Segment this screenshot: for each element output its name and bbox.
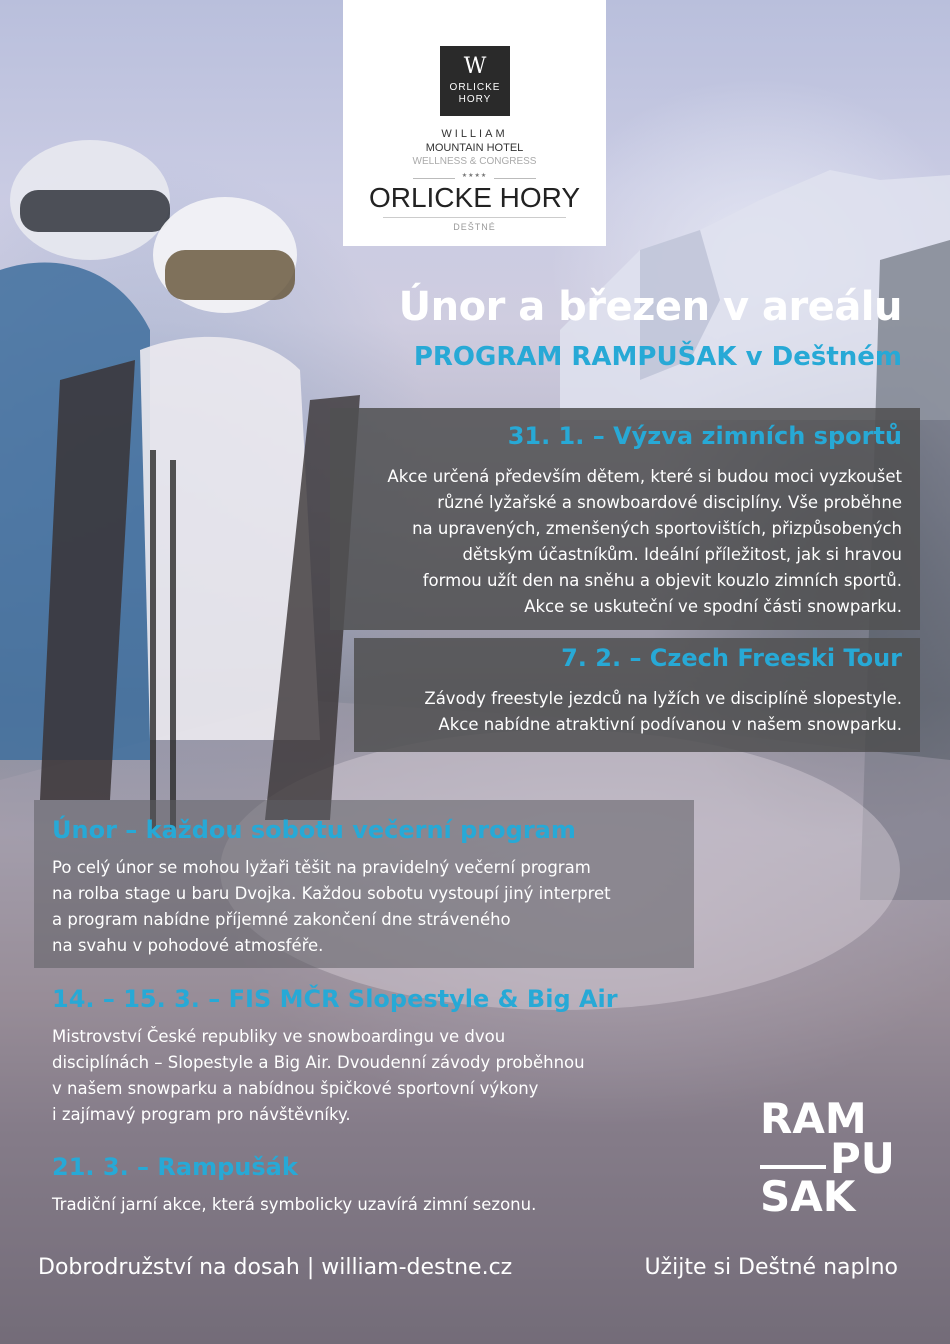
event-description bbox=[52, 1024, 585, 1128]
logo-line3: WELLNESS & CONGRESS bbox=[412, 156, 537, 167]
logo-monogram: W bbox=[463, 54, 487, 79]
footer-slogan: Užijte si Deštné naplno bbox=[644, 1255, 898, 1280]
logo-square-line2: HORY bbox=[458, 94, 492, 105]
event-line: dětským účastníkům. Ideální příležitost, jak si hravou bbox=[462, 545, 902, 564]
event-line: na rolba stage u baru Dvojka. Každou sobotu vystoupí jiný interpret bbox=[52, 884, 611, 903]
rampusak-logo-line3: SAK bbox=[760, 1172, 856, 1221]
event-line: na svahu v pohodové atmosféře. bbox=[52, 936, 324, 955]
event-line: Akce určená především dětem, které si budou moci vyzkoušet bbox=[387, 467, 902, 486]
page-subtitle: PROGRAM RAMPUŠAK v Deštném bbox=[413, 342, 902, 372]
event-title: 31. 1. – Výzva zimních sportů bbox=[507, 422, 902, 450]
event-description bbox=[424, 686, 902, 738]
logo-stars: ★★★★ bbox=[461, 172, 488, 179]
logo-square-line1: ORLICKE bbox=[449, 82, 501, 93]
event-line: na upravených, zmenšených sportovištích, přizpůsobených bbox=[412, 519, 902, 538]
event-line: Akce nabídne atraktivní podívanou v našem snowparku. bbox=[438, 715, 902, 734]
event-line: a program nabídne příjemné zakončení dne stráveného bbox=[52, 910, 511, 929]
event-line: Mistrovství České republiky ve snowboardingu ve dvou bbox=[52, 1027, 506, 1046]
skier-2-goggles bbox=[165, 250, 295, 300]
event-line: různé lyžařské a snowboardové disciplíny. Vše proběhne bbox=[437, 493, 902, 512]
logo-monogram-square bbox=[440, 46, 510, 116]
event-line: formou užít den na sněhu a objevit kouzlo zimních sportů. bbox=[422, 571, 902, 590]
event-line: Závody freestyle jezdců na lyžích ve disciplíně slopestyle. bbox=[424, 689, 902, 708]
ski-pole-2 bbox=[170, 460, 176, 830]
event-description bbox=[52, 855, 611, 959]
logo-divider bbox=[383, 217, 566, 218]
page-title: Únor a březen v areálu bbox=[398, 284, 902, 330]
ski-pole-1 bbox=[150, 450, 156, 830]
event-line: v našem snowparku a nabídnou špičkové sportovní výkony bbox=[52, 1079, 539, 1098]
event-line: disciplínách – Slopestyle a Big Air. Dvoudenní závody proběhnou bbox=[52, 1053, 585, 1072]
event-description bbox=[387, 464, 902, 620]
event-title: Únor – každou sobotu večerní program bbox=[52, 816, 576, 844]
rampusak-logo-bar bbox=[760, 1165, 826, 1169]
event-line: i zajímavý program pro návštěvníky. bbox=[52, 1105, 351, 1124]
rampusak-logo-line2: PU bbox=[830, 1134, 895, 1183]
logo-line1: WILLIAM bbox=[441, 128, 508, 140]
event-description bbox=[52, 1192, 536, 1218]
event-title: 14. – 15. 3. – FIS MČR Slopestyle & Big Air bbox=[52, 985, 618, 1013]
hotel-logo bbox=[343, 0, 606, 246]
logo-line2: MOUNTAIN HOTEL bbox=[425, 142, 524, 154]
event-line: Akce se uskuteční ve spodní části snowparku. bbox=[524, 597, 902, 616]
logo-location: DEŠTNÉ bbox=[453, 222, 496, 232]
event-title: 21. 3. – Rampušák bbox=[52, 1153, 298, 1181]
event-line: Tradiční jarní akce, která symbolicky uzavírá zimní sezonu. bbox=[52, 1195, 537, 1214]
logo-divider-right bbox=[494, 178, 536, 179]
event-card bbox=[354, 638, 920, 752]
rampusak-logo bbox=[760, 1094, 910, 1227]
event-card bbox=[330, 408, 920, 630]
event-line: Po celý únor se mohou lyžaři těšit na pravidelný večerní program bbox=[52, 858, 591, 877]
skier-1-goggles bbox=[20, 190, 170, 232]
footer-tagline: Dobrodružství na dosah | william-destne.cz bbox=[38, 1255, 513, 1280]
event-title: 7. 2. – Czech Freeski Tour bbox=[561, 644, 902, 672]
logo-brand: ORLICKE HORY bbox=[368, 182, 581, 213]
rampusak-logo-line1: RAM bbox=[760, 1094, 867, 1143]
